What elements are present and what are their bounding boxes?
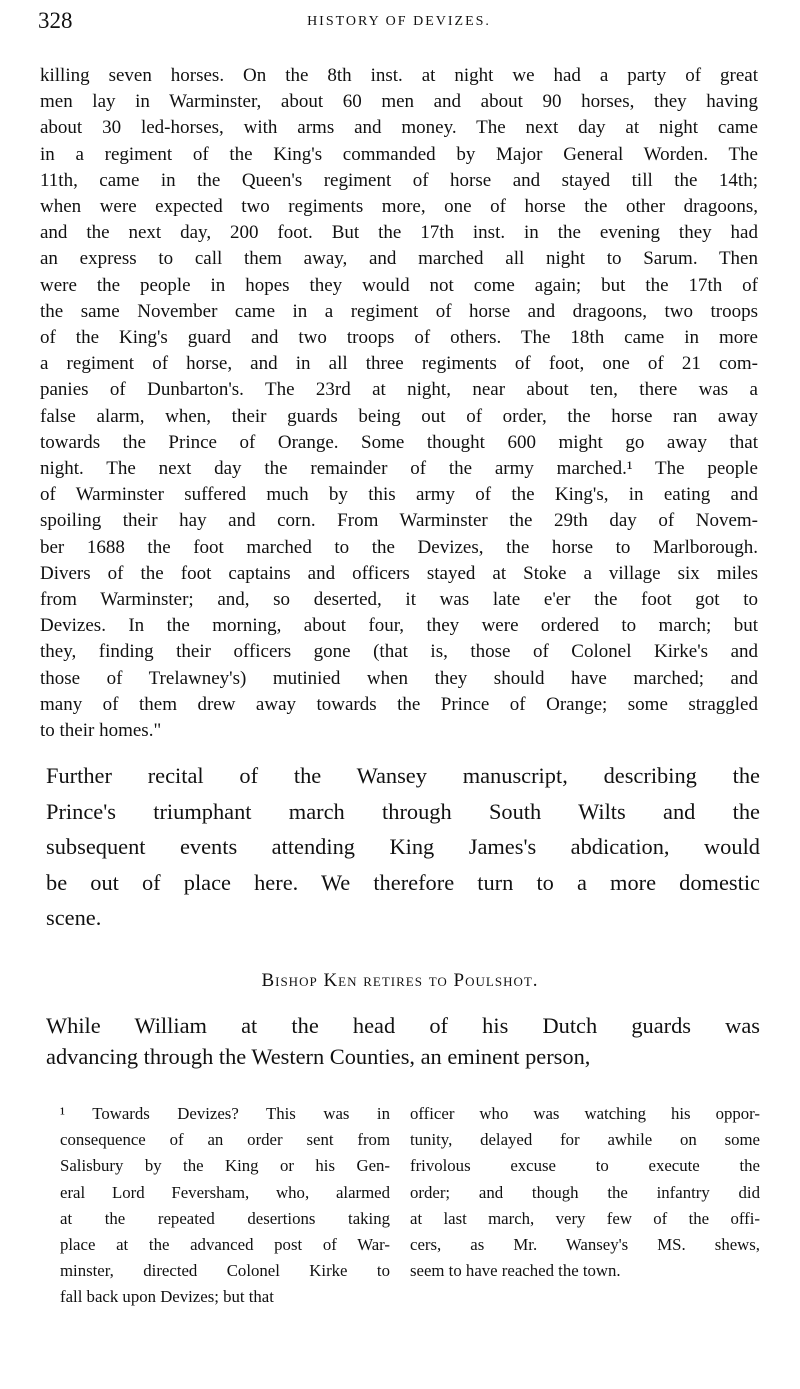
page-header (38, 8, 760, 38)
footnote-line: place at the advanced post of War- (60, 1235, 390, 1254)
footnote-line: frivolous excuse to execute the (410, 1156, 760, 1176)
text-line: of the King's guard and two troops of others. The 18th came in more (40, 327, 758, 348)
text-line: to their homes." (40, 720, 162, 741)
text-line: Divers of the foot captains and officers stayed at Stoke a village six miles (40, 562, 758, 584)
text-line: Devizes. In the morning, about four, they were ordered to march; but (40, 615, 758, 637)
text-line: Prince's triumphant march through South Wilts and the (46, 798, 760, 824)
footnote-line: tunity, delayed for awhile on some (410, 1130, 760, 1150)
running-title: HISTORY OF DEVIZES. (307, 14, 491, 29)
footnote-line: eral Lord Feversham, who, alarmed (60, 1182, 390, 1202)
text-line: a regiment of horse, and in all three regiments of foot, one of 21 com- (40, 353, 758, 375)
footnote-line: at the repeated desertions taking (60, 1208, 390, 1228)
text-line: the same November came in a regiment of horse and dragoons, two troops (40, 300, 758, 322)
footnote-line: seem to have reached the town. (410, 1261, 621, 1281)
footnote-line: fall back upon Devizes; but that (60, 1287, 274, 1307)
text-line: night. The next day the remainder of the army marched.¹ The people (40, 458, 758, 479)
text-line: advancing through the Western Counties, an eminent person, (46, 1043, 591, 1069)
footnote-line: order; and though the infantry did (410, 1182, 760, 1202)
text-line: While William at the head of his Dutch guards was (46, 1013, 760, 1038)
text-line: and the next day, 200 foot. But the 17th inst. in the evening they had (40, 222, 758, 244)
text-line: in a regiment of the King's commanded by Major General Worden. The (40, 143, 758, 165)
footnote-line: consequence of an order sent from (60, 1130, 390, 1150)
text-line: men lay in Warminster, about 60 men and about 90 horses, they having (40, 91, 758, 113)
footnote-line: cers, as Mr. Wansey's MS. shews, (410, 1235, 760, 1254)
section-heading-text: Bishop Ken retires to Poulshot. (261, 970, 539, 991)
footnote-line: Salisbury by the King or his Gen- (60, 1156, 390, 1176)
footnote-line: at last march, very few of the offi- (410, 1208, 760, 1228)
text-line: scene. (46, 905, 102, 930)
text-line: killing seven horses. On the 8th inst. at night we had a party of great (40, 65, 758, 86)
text-line: when were expected two regiments more, one of horse the other dragoons, (40, 196, 758, 217)
text-line: they, finding their officers gone (that is, those of Colonel Kirke's and (40, 641, 758, 663)
text-line: of Warminster suffered much by this army of the King's, in eating and (40, 484, 758, 506)
text-line: 11th, came in the Queen's regiment of horse and stayed till the 14th; (40, 169, 758, 191)
page-number: 328 (38, 8, 73, 33)
text-line: subsequent events attending King James's abdication, would (46, 834, 760, 859)
text-line: an express to call them away, and marched all night to Sarum. Then (40, 248, 758, 270)
footnote-line: officer who was watching his oppor- (410, 1104, 760, 1123)
text-line: from Warminster; and, so deserted, it was late e'er the foot got to (40, 589, 758, 610)
section-heading (0, 970, 800, 992)
text-line: spoiling their hay and corn. From Warminster the 29th day of Novem- (40, 510, 758, 532)
text-line: be out of place here. We therefore turn to a more domestic (46, 869, 760, 895)
text-line: towards the Prince of Orange. Some thought 600 might go away that (40, 431, 758, 453)
text-line: Further recital of the Wansey manuscript, describing the (46, 763, 760, 788)
text-line: panies of Dunbarton's. The 23rd at night, near about ten, there was a (40, 379, 758, 401)
footnote-line: ¹ Towards Devizes? This was in (60, 1104, 390, 1123)
text-line: ber 1688 the foot marched to the Devizes, the horse to Marlborough. (40, 536, 758, 558)
footnote-line: minster, directed Colonel Kirke to (60, 1261, 390, 1281)
text-line: those of Trelawney's) mutinied when they should have marched; and (40, 667, 758, 689)
text-line: were the people in hopes they would not come again; but the 17th of (40, 274, 758, 296)
text-line: false alarm, when, their guards being out of order, the horse ran away (40, 405, 758, 427)
text-line: many of them drew away towards the Prince of Orange; some straggled (40, 693, 758, 715)
text-line: about 30 led-horses, with arms and money. The next day at night came (40, 117, 758, 139)
